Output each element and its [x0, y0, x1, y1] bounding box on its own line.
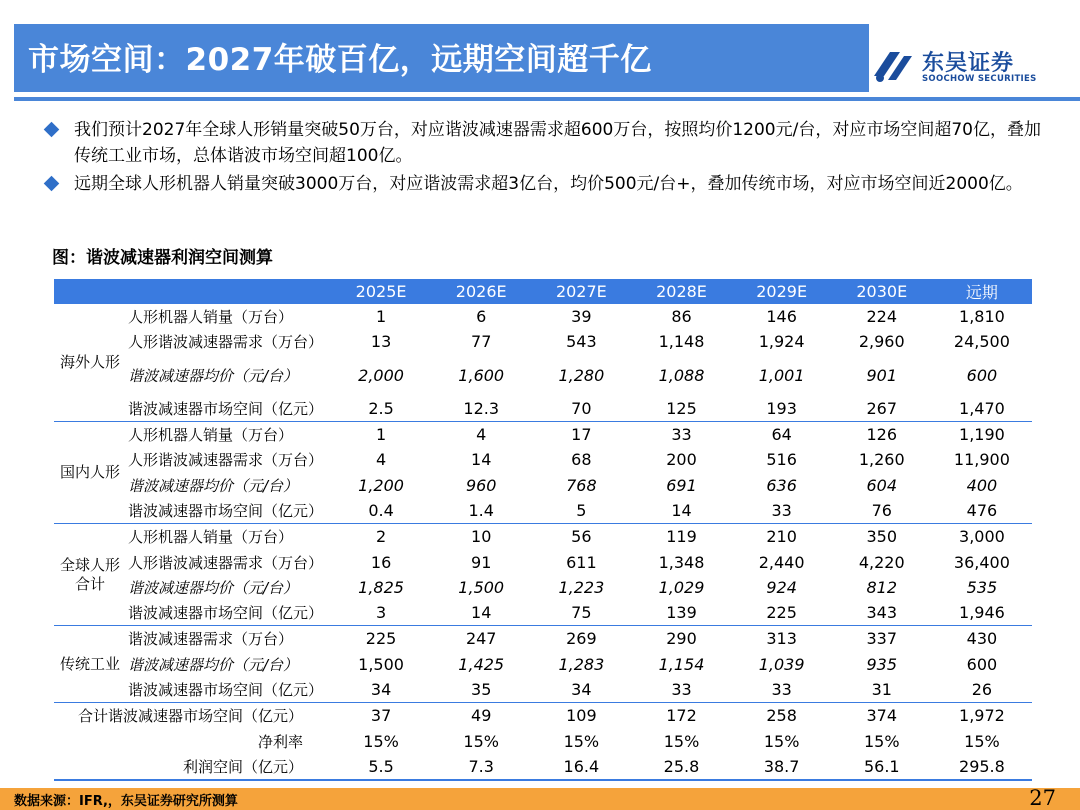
logo-chinese-name: 东吴证券 — [922, 51, 1015, 76]
cell: 38.7 — [732, 754, 832, 780]
cell: 1,223 — [558, 577, 605, 597]
cell: 126 — [866, 425, 898, 445]
cell: 33 — [732, 498, 832, 524]
group-label: 海外人形 — [54, 304, 126, 421]
row-label: 人形谐波减速器需求（万台） — [128, 333, 324, 352]
summary-row — [54, 754, 1032, 780]
cell: 5 — [531, 498, 631, 524]
cell: 295.8 — [932, 754, 1032, 780]
bullet-text: 我们预计2027年全球人形销量突破50万台，对应谐波减速器需求超600万台，按照均价1200元/台，对应市场空间超70亿，叠加传统工业市场，总体谐波市场空间超100亿。 — [74, 120, 1041, 166]
cell: 1,029 — [658, 577, 705, 597]
cell: 76 — [832, 498, 932, 524]
cell: 56 — [571, 527, 592, 547]
group-label: 传统工业 — [54, 626, 126, 703]
cell: 1,001 — [758, 365, 805, 385]
cell: 26 — [932, 677, 1032, 703]
cell: 13 — [370, 332, 392, 352]
cell: 1 — [375, 425, 387, 445]
cell: 14 — [431, 600, 531, 626]
cell: 960 — [465, 475, 497, 495]
cell: 25.8 — [631, 754, 731, 780]
cell: 16.4 — [531, 754, 631, 780]
cell: 86 — [671, 307, 692, 327]
cell: 516 — [766, 450, 797, 470]
table-row — [54, 600, 1032, 626]
table-header-row — [54, 279, 1032, 304]
cell: 1,260 — [858, 450, 905, 470]
cell: 15% — [463, 731, 499, 751]
cell: 600 — [966, 365, 998, 385]
cell: 4 — [375, 450, 387, 470]
cell: 935 — [866, 654, 898, 674]
cell: 17 — [571, 425, 592, 445]
cell: 1,500 — [458, 577, 505, 597]
header-cell: 2027E — [531, 279, 631, 304]
table-row — [54, 421, 1032, 447]
cell: 146 — [766, 307, 797, 327]
cell: 225 — [732, 600, 832, 626]
cell: 56.1 — [832, 754, 932, 780]
cell: 225 — [365, 629, 397, 649]
cell: 350 — [866, 527, 898, 547]
cell: 34 — [331, 677, 431, 703]
cell: 70 — [531, 396, 631, 422]
diamond-bullet-icon — [44, 176, 60, 192]
cell: 109 — [566, 706, 597, 726]
cell: 1,946 — [932, 600, 1032, 626]
cell: 7.3 — [431, 754, 531, 780]
header-cell: 远期 — [932, 279, 1032, 304]
cell: 1 — [375, 307, 387, 327]
cell: 3 — [331, 600, 431, 626]
cell: 34 — [531, 677, 631, 703]
cell: 1,470 — [932, 396, 1032, 422]
cell: 15% — [763, 731, 800, 751]
logo-english-name: SOOCHOW SECURITIES — [922, 74, 1037, 84]
header-cell: 2028E — [631, 279, 731, 304]
cell: 210 — [766, 527, 797, 547]
cell: 33 — [631, 677, 731, 703]
header-cell: 2025E — [331, 279, 431, 304]
cell: 1,154 — [658, 654, 705, 674]
header-cell: 2026E — [431, 279, 531, 304]
cell: 2,000 — [358, 365, 404, 385]
row-label: 谐波减速器均价（元/台） — [128, 476, 299, 495]
cell: 1,972 — [959, 706, 1005, 726]
cell: 4 — [476, 425, 487, 445]
table-row — [54, 498, 1032, 524]
cell: 193 — [732, 396, 832, 422]
header-cell: 2029E — [732, 279, 832, 304]
cell: 1,600 — [458, 365, 505, 385]
page-number: 27 — [1029, 786, 1056, 810]
cell: 200 — [666, 450, 697, 470]
cell: 1,088 — [658, 365, 705, 385]
bullet-list — [42, 117, 1057, 199]
cell: 15% — [663, 731, 700, 751]
cell: 14 — [631, 498, 731, 524]
row-label: 人形机器人销量（万台） — [128, 426, 294, 445]
title-bar — [14, 24, 869, 92]
cell: 258 — [766, 706, 797, 726]
cell: 15% — [363, 731, 399, 751]
cell: 1,500 — [358, 654, 404, 674]
row-label: 谐波减速器市场空间（亿元） — [126, 498, 331, 524]
cell: 12.3 — [431, 396, 531, 422]
cell: 125 — [631, 396, 731, 422]
cell: 1,039 — [758, 654, 805, 674]
cell: 68 — [571, 450, 592, 470]
group-label-line: 合计 — [74, 574, 105, 593]
title-rule — [14, 97, 1080, 101]
cell: 36,400 — [953, 552, 1010, 572]
cell: 31 — [832, 677, 932, 703]
row-label: 人形机器人销量（万台） — [128, 528, 294, 547]
row-label: 谐波减速器均价（元/台） — [128, 366, 299, 385]
header-cell: 2030E — [832, 279, 932, 304]
row-label: 谐波减速器均价（元/台） — [128, 655, 299, 674]
cell: 604 — [866, 475, 898, 495]
cell: 75 — [531, 600, 631, 626]
cell: 430 — [966, 629, 998, 649]
row-label: 人形谐波减速器需求（万台） — [128, 553, 324, 572]
cell: 2,440 — [758, 552, 805, 572]
row-label: 人形谐波减速器需求（万台） — [128, 451, 324, 470]
row-label: 谐波减速器需求（万台） — [128, 630, 294, 649]
cell: 1,348 — [658, 552, 705, 572]
row-label: 合计谐波减速器市场空间（亿元） — [77, 707, 303, 726]
cell: 10 — [471, 527, 492, 547]
group-label: 国内人形 — [54, 421, 126, 523]
cell: 6 — [476, 307, 487, 327]
cell: 1,425 — [458, 654, 505, 674]
cell: 33 — [671, 425, 692, 445]
row-label: 人形机器人销量（万台） — [128, 308, 294, 327]
table-row — [54, 626, 1032, 652]
cell: 1,924 — [758, 332, 805, 352]
cell: 24,500 — [953, 332, 1010, 352]
header-blank — [126, 279, 331, 304]
cell: 290 — [666, 629, 697, 649]
company-logo — [870, 44, 1070, 90]
cell: 269 — [566, 629, 597, 649]
table-row — [54, 524, 1032, 550]
cell: 16 — [370, 552, 392, 572]
cell: 1,810 — [959, 307, 1005, 327]
table-row — [54, 549, 1032, 574]
diamond-bullet-icon — [44, 122, 60, 138]
cell: 15% — [863, 731, 900, 751]
cell: 14 — [471, 450, 492, 470]
table-row — [54, 677, 1032, 703]
cell: 1,148 — [658, 332, 705, 352]
cell: 543 — [566, 332, 597, 352]
figure-title: 图：谐波减速器利润空间测算 — [52, 248, 273, 268]
cell: 535 — [966, 577, 998, 597]
cell: 1,825 — [358, 577, 404, 597]
cell: 15% — [964, 731, 1000, 751]
cell: 636 — [766, 475, 797, 495]
cell: 600 — [966, 654, 998, 674]
cell: 0.4 — [331, 498, 431, 524]
cell: 2.5 — [331, 396, 431, 422]
page-title: 市场空间：2027年破百亿，远期空间超千亿 — [28, 42, 652, 78]
cell: 924 — [766, 577, 797, 597]
cell: 1.4 — [431, 498, 531, 524]
cell: 3,000 — [959, 527, 1005, 547]
cell: 15% — [563, 731, 600, 751]
row-label: 谐波减速器市场空间（亿元） — [126, 677, 331, 703]
cell: 11,900 — [953, 450, 1010, 470]
cell: 267 — [832, 396, 932, 422]
table-row — [54, 575, 1032, 600]
group-label-line: 全球人形 — [59, 555, 120, 574]
cell: 49 — [471, 706, 492, 726]
cell: 768 — [566, 475, 597, 495]
cell: 400 — [966, 475, 998, 495]
table-row — [54, 472, 1032, 497]
cell: 64 — [771, 425, 792, 445]
cell: 812 — [866, 577, 898, 597]
cell: 1,283 — [558, 654, 605, 674]
logo-mark-icon — [870, 48, 914, 84]
cell: 1,280 — [558, 365, 605, 385]
table-row — [54, 447, 1032, 472]
group-label — [54, 524, 126, 626]
summary-row — [54, 703, 1032, 729]
bullet-item — [42, 171, 1057, 197]
cell: 343 — [832, 600, 932, 626]
row-label: 谐波减速器市场空间（亿元） — [126, 600, 331, 626]
table-row — [54, 329, 1032, 354]
cell: 901 — [866, 365, 898, 385]
table-row — [54, 396, 1032, 422]
row-label: 谐波减速器均价（元/台） — [128, 578, 299, 597]
row-label: 净利率 — [257, 732, 303, 751]
cell: 224 — [866, 307, 898, 327]
table-row — [54, 652, 1032, 677]
cell: 247 — [465, 629, 497, 649]
cell: 2 — [375, 527, 387, 547]
cell: 119 — [666, 527, 697, 547]
cell: 337 — [866, 629, 898, 649]
cell: 2,960 — [858, 332, 905, 352]
header-blank — [54, 279, 126, 304]
cell: 33 — [732, 677, 832, 703]
cell: 5.5 — [331, 754, 431, 780]
cell: 37 — [370, 706, 392, 726]
cell: 313 — [766, 629, 797, 649]
row-label: 利润空间（亿元） — [54, 754, 331, 780]
cell: 1,190 — [959, 425, 1005, 445]
table-row — [54, 304, 1032, 329]
data-source: 数据来源：IFR,，东吴证券研究所测算 — [14, 794, 238, 809]
footer-bar — [0, 788, 1080, 810]
cell: 35 — [431, 677, 531, 703]
cell: 39 — [571, 307, 592, 327]
bullet-item — [42, 117, 1057, 169]
cell: 139 — [631, 600, 731, 626]
table-row — [54, 355, 1032, 396]
cell: 1,200 — [358, 475, 404, 495]
cell: 77 — [471, 332, 492, 352]
cell: 4,220 — [858, 552, 905, 572]
cell: 172 — [666, 706, 697, 726]
cell: 374 — [866, 706, 898, 726]
bullet-text: 远期全球人形机器人销量突破3000万台，对应谐波需求超3亿台，均价500元/台+，叠加传统市场，对应市场空间近2000亿。 — [74, 174, 1023, 194]
cell: 611 — [566, 552, 597, 572]
cell: 691 — [666, 475, 697, 495]
cell: 91 — [471, 552, 492, 572]
summary-row — [54, 728, 1032, 753]
row-label: 谐波减速器市场空间（亿元） — [126, 396, 331, 422]
profit-space-table — [54, 279, 1032, 781]
cell: 476 — [932, 498, 1032, 524]
